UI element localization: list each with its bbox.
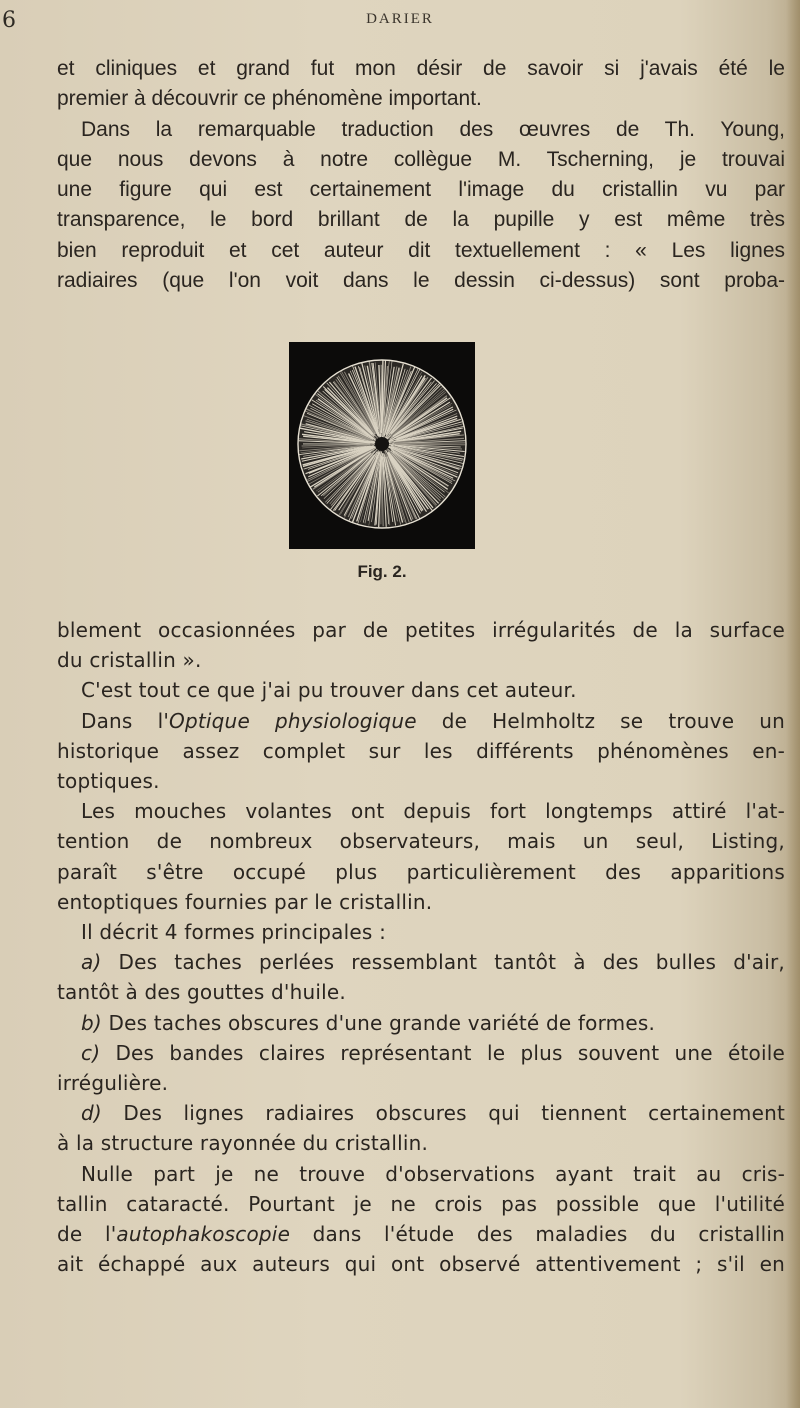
text-line: que nous devons à notre collègue M. Tscherning, je trouvai bbox=[57, 147, 785, 171]
text-line bbox=[57, 706, 785, 736]
paragraph-middle bbox=[57, 615, 785, 1279]
lens-center bbox=[375, 437, 389, 451]
technical-term: autophakoscopie bbox=[116, 1222, 291, 1247]
running-head: DARIER bbox=[366, 11, 434, 27]
text-line: irrégulière. bbox=[57, 1071, 169, 1096]
book-title: Optique physiologique bbox=[169, 708, 417, 733]
text-line: une figure qui est certainement l'image du cristallin vu par bbox=[57, 178, 785, 202]
lens-figure bbox=[289, 342, 475, 549]
text-line: Dans la remarquable traduction des œuvres de Th. Young, bbox=[81, 117, 785, 141]
text-line: transparence, le bord brillant de la pupille y est même très bbox=[57, 208, 785, 232]
text-line: Il décrit 4 formes principales : bbox=[81, 920, 387, 945]
text-span: Des taches obscures d'une grande variété de formes. bbox=[101, 1010, 656, 1035]
list-marker: d) bbox=[81, 1101, 102, 1126]
text-span: dans l'étude des maladies du cristallin bbox=[290, 1222, 785, 1247]
text-line: ait échappé aux auteurs qui ont observé attentivement ; s'il en bbox=[57, 1252, 785, 1277]
text-line: entoptiques fournies par le cristallin. bbox=[57, 889, 433, 914]
lens-radial-image bbox=[289, 342, 475, 549]
text-line: tention de nombreux observateurs, mais un seul, Listing, bbox=[57, 829, 785, 854]
text-line: paraît s'être occupé plus particulièrement des apparitions bbox=[57, 859, 785, 884]
text-span: Des taches perlées ressemblant tantôt à des bulles d'air, bbox=[101, 950, 785, 975]
figure-caption: Fig. 2. bbox=[357, 562, 407, 581]
list-marker: c) bbox=[81, 1040, 101, 1065]
list-marker: a) bbox=[81, 950, 102, 975]
text-span: de Helmholtz se trouve un bbox=[416, 708, 785, 733]
list-marker: b) bbox=[81, 1010, 102, 1035]
text-line: Les mouches volantes ont depuis fort longtemps attiré l'at- bbox=[81, 799, 785, 824]
text-line: premier à découvrir ce phénomène important. bbox=[57, 87, 482, 111]
text-line: blement occasionnées par de petites irrégularités de la surface bbox=[57, 618, 785, 642]
text-line: tallin cataracté. Pourtant je ne crois pas possible que l'utilité bbox=[57, 1191, 785, 1216]
text-line: radiaires (que l'on voit dans le dessin ci-dessus) sont proba- bbox=[57, 269, 785, 293]
page-edge-shadow bbox=[786, 0, 800, 1408]
text-span: Dans l' bbox=[81, 708, 170, 733]
text-span: Des bandes claires représentant le plus souvent une étoile bbox=[100, 1040, 785, 1065]
text-line: tantôt à des gouttes d'huile. bbox=[57, 980, 346, 1005]
text-span: Des lignes radiaires obscures qui tiennent certainement bbox=[101, 1101, 785, 1126]
text-line: bien reproduit et cet auteur dit textuellement : « Les lignes bbox=[57, 238, 785, 262]
text-line bbox=[57, 947, 785, 977]
text-line: à la structure rayonnée du cristallin. bbox=[57, 1131, 429, 1156]
page-number: 6 bbox=[2, 8, 16, 33]
text-span: de l' bbox=[57, 1222, 117, 1247]
text-line: C'est tout ce que j'ai pu trouver dans cet auteur. bbox=[81, 678, 577, 703]
text-line: Nulle part je ne trouve d'observations ayant trait au cris- bbox=[81, 1161, 785, 1186]
text-line: toptiques. bbox=[57, 769, 160, 794]
text-line bbox=[57, 1038, 785, 1068]
text-line bbox=[57, 1008, 785, 1038]
text-line bbox=[57, 1098, 785, 1128]
text-line: du cristallin ». bbox=[57, 648, 202, 673]
paragraph-top bbox=[57, 54, 785, 296]
page-header bbox=[0, 8, 800, 38]
text-line bbox=[57, 1219, 785, 1249]
text-line: historique assez complet sur les différents phénomènes en- bbox=[57, 738, 785, 763]
text-line: et cliniques et grand fut mon désir de savoir si j'avais été le bbox=[57, 57, 785, 80]
